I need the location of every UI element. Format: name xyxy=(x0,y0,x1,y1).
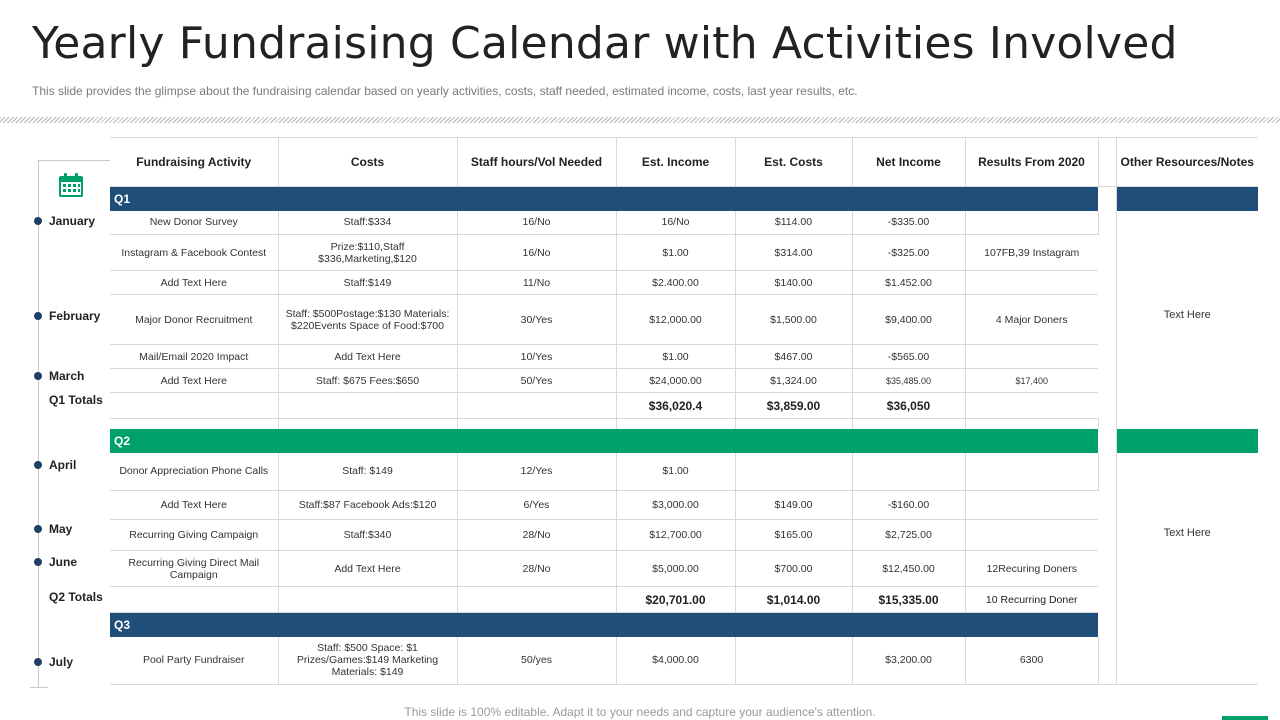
cell: $12,700.00 xyxy=(616,520,735,551)
month-february: February xyxy=(49,309,101,323)
cell: 50/Yes xyxy=(457,369,616,393)
month-july: July xyxy=(49,655,74,669)
cell: 16/No xyxy=(457,235,616,271)
cell: Pool Party Fundraiser xyxy=(110,637,278,685)
cell: $314.00 xyxy=(735,235,852,271)
cell: Add Text Here xyxy=(110,271,278,295)
divider xyxy=(0,117,1280,123)
month-may: May xyxy=(49,522,73,536)
month-january: January xyxy=(49,214,96,228)
q1-total-net-income: $36,050 xyxy=(852,393,965,419)
cell xyxy=(110,587,278,613)
q3-label: Q3 xyxy=(110,613,1098,637)
fundraising-table xyxy=(110,137,1258,685)
cell: Mail/Email 2020 Impact xyxy=(110,345,278,369)
cell: 12/Yes xyxy=(457,453,616,491)
q2-band xyxy=(110,429,1258,453)
cell: 28/No xyxy=(457,520,616,551)
cell: 50/yes xyxy=(457,637,616,685)
cell: 30/Yes xyxy=(457,295,616,345)
cell: Staff:$149 xyxy=(278,271,457,295)
month-june: June xyxy=(49,555,78,569)
cell: 10/Yes xyxy=(457,345,616,369)
table-row xyxy=(110,235,1258,271)
cell xyxy=(457,587,616,613)
cell: $700.00 xyxy=(735,551,852,587)
table-row xyxy=(110,295,1258,345)
timeline-line xyxy=(38,160,39,688)
timeline-dot-may xyxy=(34,525,42,533)
q2-notes: Text Here xyxy=(1163,526,1211,539)
cell: $467.00 xyxy=(735,345,852,369)
timeline-top-line xyxy=(38,160,110,161)
q2-totals-row xyxy=(110,587,1258,613)
slide-footer: This slide is 100% editable. Adapt it to your needs and capture your audience's attention. xyxy=(404,705,876,719)
q1-total-est-income: $36,020.4 xyxy=(616,393,735,419)
cell: 107FB,39 Instagram xyxy=(965,235,1098,271)
table-row xyxy=(110,211,1258,235)
q1-label: Q1 xyxy=(110,187,1098,211)
q1-notes: Text Here xyxy=(1163,308,1211,321)
table-row xyxy=(110,453,1258,491)
cell: 4 Major Doners xyxy=(965,295,1098,345)
cell: 6300 xyxy=(965,637,1098,685)
header-est-income: Est. Income xyxy=(616,138,735,187)
table-row xyxy=(110,491,1258,520)
table-row xyxy=(110,520,1258,551)
cell: $5,000.00 xyxy=(616,551,735,587)
q2-totals-label: Q2 Totals xyxy=(49,590,103,604)
q2-total-est-income: $20,701.00 xyxy=(616,587,735,613)
cell: $4,000.00 xyxy=(616,637,735,685)
cell: Staff: $500Postage:$130 Materials: $220Events Space of Food:$700 xyxy=(278,295,457,345)
cell: $3,000.00 xyxy=(616,491,735,520)
cell: Add Text Here xyxy=(110,491,278,520)
header-net-income: Net Income xyxy=(852,138,965,187)
cell: 16/No xyxy=(457,211,616,235)
header-costs: Costs xyxy=(278,138,457,187)
q1-totals-row xyxy=(110,393,1258,419)
cell xyxy=(965,345,1098,369)
table-row xyxy=(110,369,1258,393)
corner-accent xyxy=(1222,716,1268,720)
cell xyxy=(965,453,1098,491)
cell: $17,400 xyxy=(965,369,1098,393)
cell: Add Text Here xyxy=(278,551,457,587)
cell: $2.400.00 xyxy=(616,271,735,295)
q1-total-est-costs: $3,859.00 xyxy=(735,393,852,419)
timeline-dot-june xyxy=(34,558,42,566)
cell: Staff:$340 xyxy=(278,520,457,551)
header-staff: Staff hours/Vol Needed xyxy=(457,138,616,187)
cell: New Donor Survey xyxy=(110,211,278,235)
cell: $1.00 xyxy=(616,345,735,369)
month-march: March xyxy=(49,369,85,383)
cell: Instagram & Facebook Contest xyxy=(110,235,278,271)
table-header-row xyxy=(110,138,1258,187)
cell: Donor Appreciation Phone Calls xyxy=(110,453,278,491)
q3-band xyxy=(110,613,1258,637)
cell: $12,450.00 xyxy=(852,551,965,587)
cell xyxy=(965,520,1098,551)
cell: Add Text Here xyxy=(110,369,278,393)
cell: $2,725.00 xyxy=(852,520,965,551)
table-row xyxy=(110,551,1258,587)
cell: $140.00 xyxy=(735,271,852,295)
cell: Staff: $149 xyxy=(278,453,457,491)
cell: $35,485.00 xyxy=(852,369,965,393)
cell: Staff:$87 Facebook Ads:$120 xyxy=(278,491,457,520)
cell: 16/No xyxy=(616,211,735,235)
cell: Staff: $500 Space: $1 Prizes/Games:$149 Marketing Materials: $149 xyxy=(278,637,457,685)
cell: -$565.00 xyxy=(852,345,965,369)
timeline-bottom-line xyxy=(30,687,48,688)
header-notes: Other Resources/Notes xyxy=(1116,138,1258,187)
cell: Staff: $675 Fees:$650 xyxy=(278,369,457,393)
cell: $165.00 xyxy=(735,520,852,551)
cell: $24,000.00 xyxy=(616,369,735,393)
header-activity: Fundraising Activity xyxy=(110,138,278,187)
cell: Major Donor Recruitment xyxy=(110,295,278,345)
cell: $12,000.00 xyxy=(616,295,735,345)
cell: 6/Yes xyxy=(457,491,616,520)
q1-totals-label: Q1 Totals xyxy=(49,393,103,407)
table-row xyxy=(110,271,1258,295)
cell xyxy=(735,453,852,491)
header-est-costs: Est. Costs xyxy=(735,138,852,187)
cell xyxy=(735,637,852,685)
header-results: Results From 2020 xyxy=(965,138,1098,187)
cell: 28/No xyxy=(457,551,616,587)
cell xyxy=(965,271,1098,295)
cell: $1.00 xyxy=(616,235,735,271)
slide-title: Yearly Fundraising Calendar with Activities Involved xyxy=(32,18,1178,69)
slide-subtitle: This slide provides the glimpse about the fundraising calendar based on yearly activities, costs, staff needed, estimated income, costs, last year results, etc. xyxy=(32,84,858,98)
cell: Prize:$110,Staff $336,Marketing,$120 xyxy=(278,235,457,271)
cell: -$160.00 xyxy=(852,491,965,520)
cell: 12Recuring Doners xyxy=(965,551,1098,587)
timeline-dot-march xyxy=(34,372,42,380)
timeline-dot-february xyxy=(34,312,42,320)
cell: Recurring Giving Direct Mail Campaign xyxy=(110,551,278,587)
cell: -$335.00 xyxy=(852,211,965,235)
cell xyxy=(965,491,1098,520)
cell: 11/No xyxy=(457,271,616,295)
q1-band xyxy=(110,187,1258,211)
cell xyxy=(457,393,616,419)
cell: -$325.00 xyxy=(852,235,965,271)
cell xyxy=(965,393,1098,419)
cell: Staff:$334 xyxy=(278,211,457,235)
cell: Add Text Here xyxy=(278,345,457,369)
cell: $1,324.00 xyxy=(735,369,852,393)
table-row xyxy=(110,345,1258,369)
timeline-dot-july xyxy=(34,658,42,666)
cell: 10 Recurring Doner xyxy=(965,587,1098,613)
timeline-dot-january xyxy=(34,217,42,225)
calendar-icon xyxy=(58,172,84,198)
cell: $114.00 xyxy=(735,211,852,235)
cell: $149.00 xyxy=(735,491,852,520)
month-april: April xyxy=(49,458,77,472)
q2-total-net-income: $15,335.00 xyxy=(852,587,965,613)
cell: $3,200.00 xyxy=(852,637,965,685)
q2-label: Q2 xyxy=(110,429,1098,453)
cell: $1,500.00 xyxy=(735,295,852,345)
cell: $9,400.00 xyxy=(852,295,965,345)
cell xyxy=(110,393,278,419)
table-row xyxy=(110,637,1258,685)
cell xyxy=(278,587,457,613)
cell xyxy=(965,211,1098,235)
timeline-dot-april xyxy=(34,461,42,469)
q2-total-est-costs: $1,014.00 xyxy=(735,587,852,613)
cell xyxy=(852,453,965,491)
cell: $1.00 xyxy=(616,453,735,491)
cell: $1.452.00 xyxy=(852,271,965,295)
cell: Recurring Giving Campaign xyxy=(110,520,278,551)
cell xyxy=(278,393,457,419)
